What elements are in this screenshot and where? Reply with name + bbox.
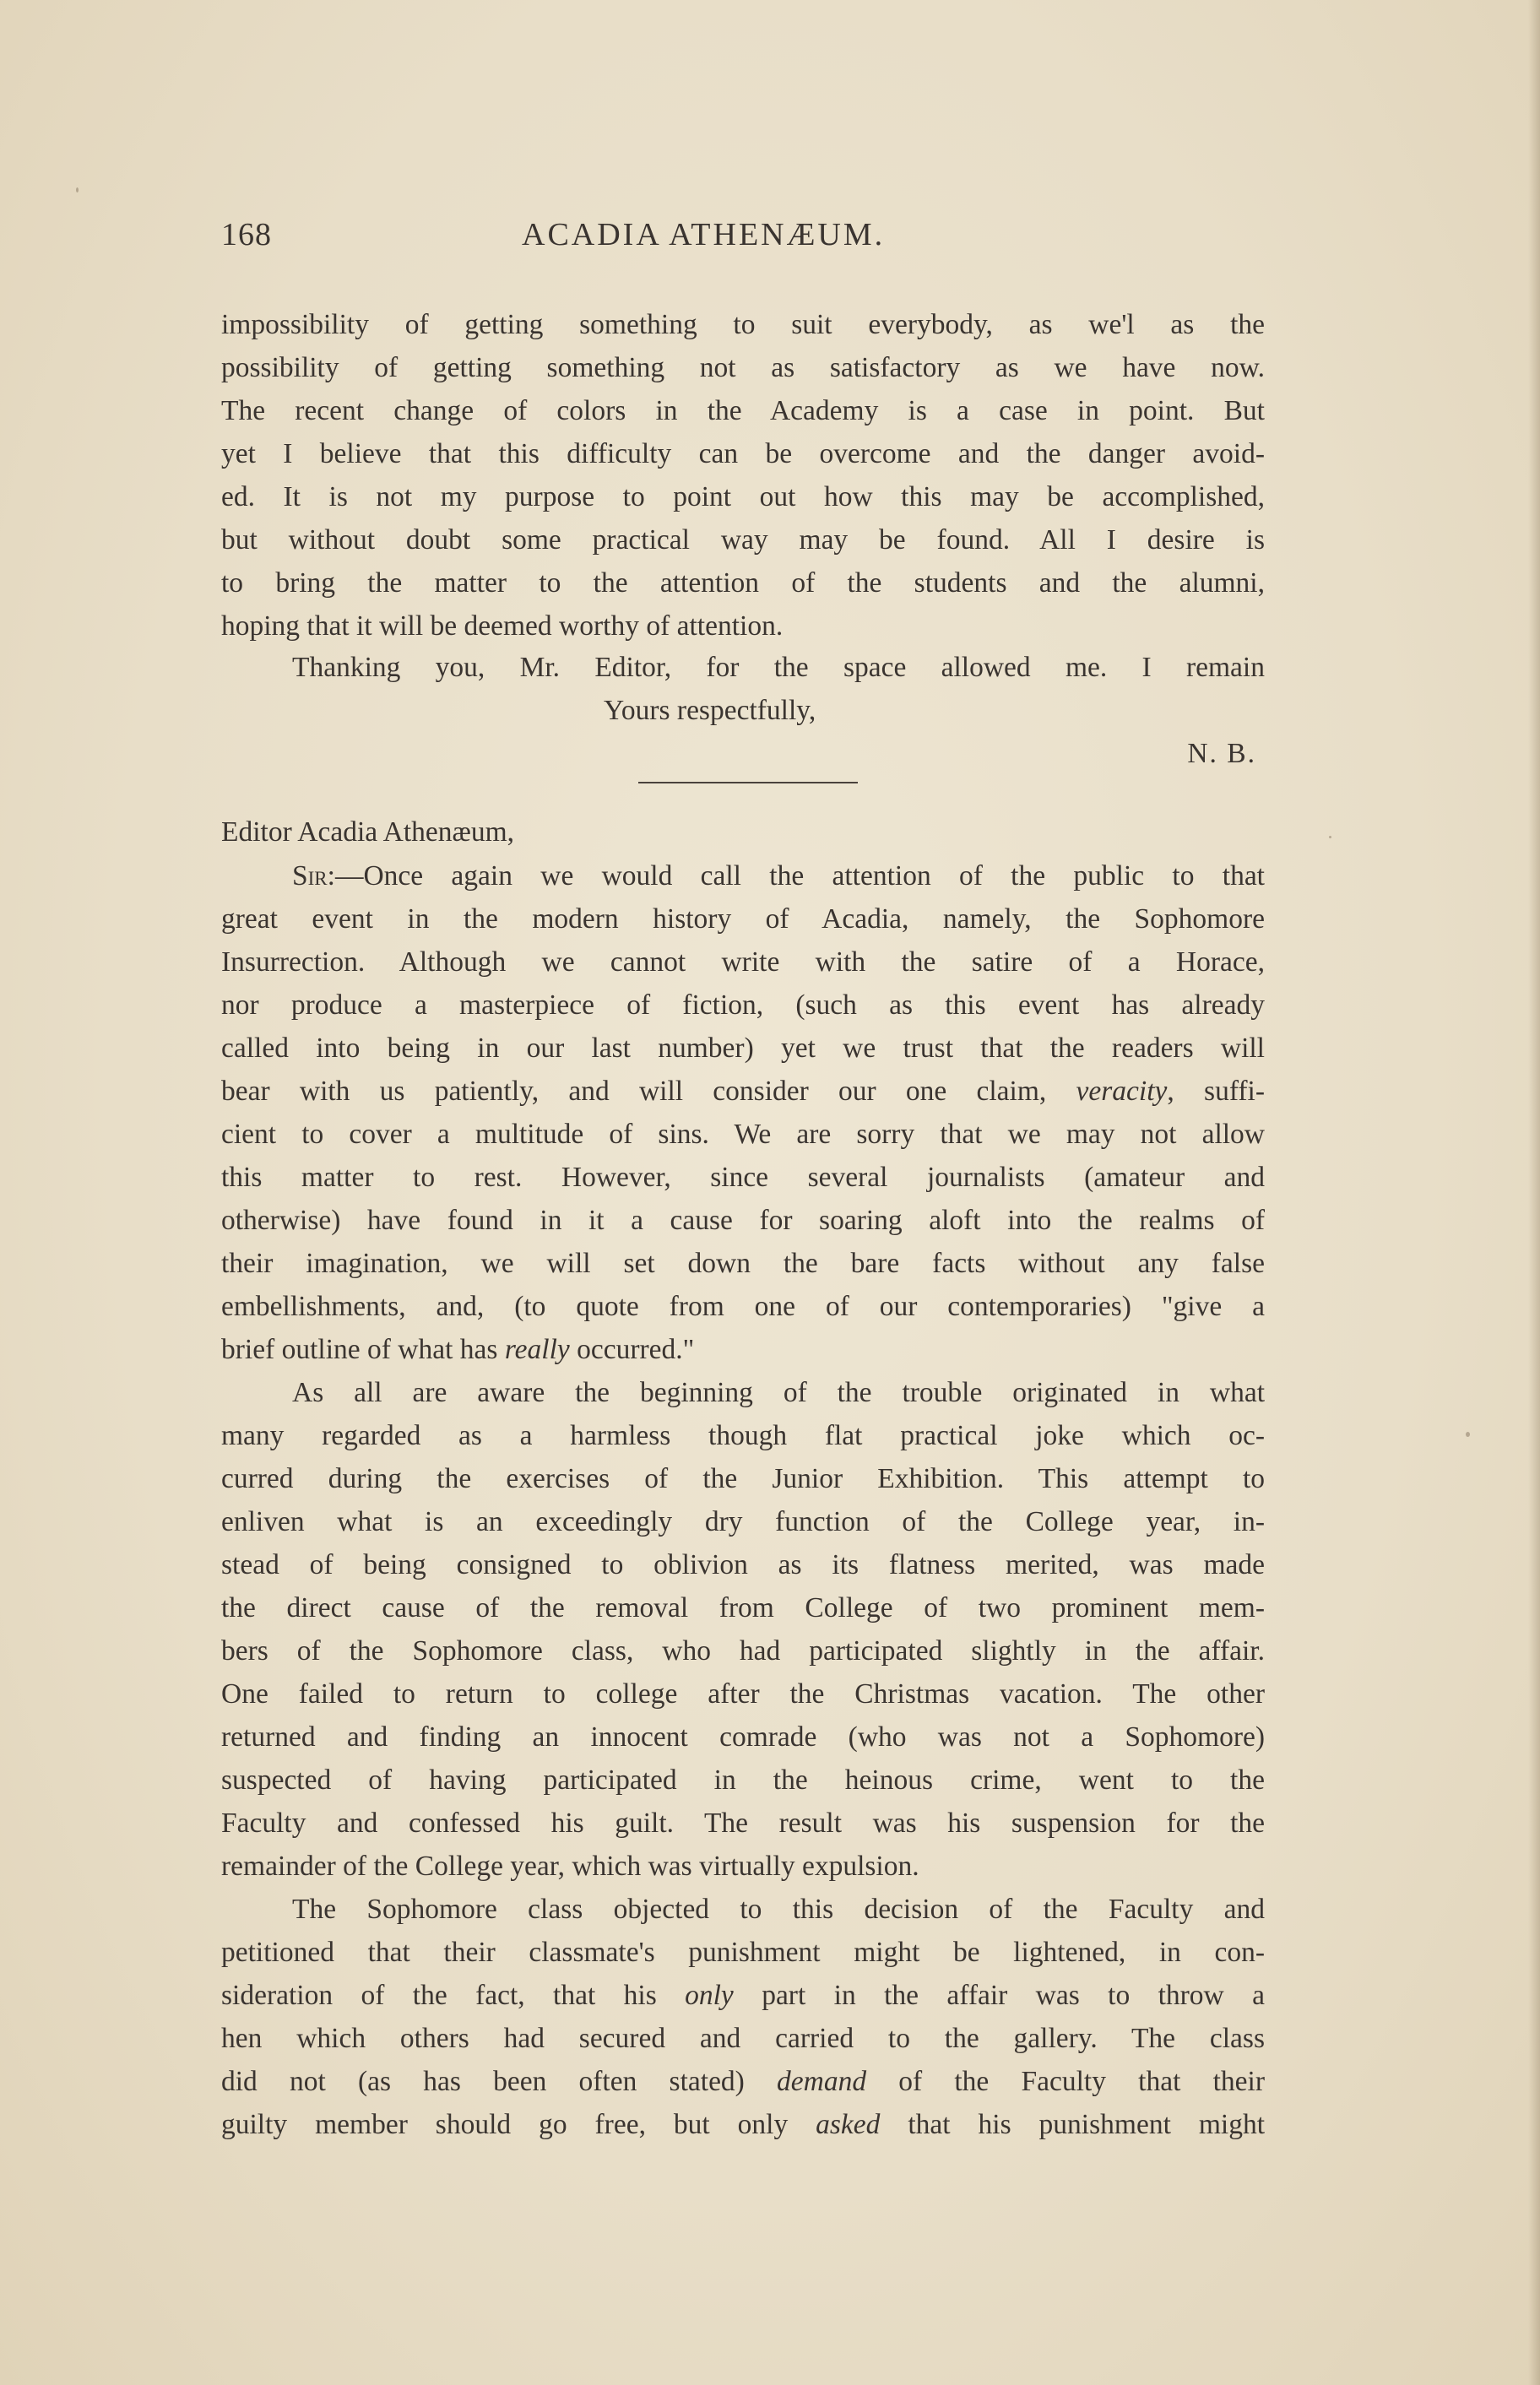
text-line: to bring the matter to the attention of the students and the alumni,	[221, 567, 1265, 599]
italic-word: demand	[777, 2066, 867, 2097]
text-line: the direct cause of the removal from College of two prominent mem-	[221, 1592, 1265, 1623]
text-line: returned and finding an innocent comrade (who was not a Sophomore)	[221, 1721, 1265, 1753]
text-line: sideration of the fact, that his only part in the affair was to throw a	[221, 1980, 1266, 2011]
text-line: hen which others had secured and carried to the gallery. The class	[221, 2023, 1265, 2054]
text-line: Faculty and confessed his guilt. The result was his suspension for the	[221, 1808, 1265, 1839]
text-line: guilty member should go free, but only asked that his punishment might	[221, 2109, 1265, 2140]
text-line: embellishments, and, (to quote from one of our contemporaries) "give a	[221, 1291, 1265, 1322]
closing-line: Yours respectfully,	[604, 695, 816, 726]
paper-speck	[1466, 1432, 1470, 1437]
text-line: but without doubt some practical way may be found. All I desire is	[221, 524, 1265, 556]
text-line: curred during the exercises of the Junior Exhibition. This attempt to	[221, 1463, 1265, 1494]
text-line: suspected of having participated in the heinous crime, went to the	[221, 1764, 1265, 1796]
text-line: many regarded as a harmless though flat practical joke which oc-	[221, 1420, 1265, 1451]
text-line: did not (as has been often stated) demand of the Faculty that their	[221, 2066, 1265, 2097]
text-line: bear with us patiently, and will consider our one claim, veracity, suffi-	[221, 1076, 1265, 1107]
text-line: stead of being consigned to oblivion as its flatness merited, was made	[221, 1549, 1265, 1580]
thanks-line: Thanking you, Mr. Editor, for the space allowed me. I remain	[292, 652, 1265, 683]
text-line: otherwise) have found in it a cause for soaring aloft into the realms of	[221, 1205, 1265, 1236]
sir-label: Sir	[292, 860, 328, 892]
text-line: One failed to return to college after the Christmas vacation. The other	[221, 1678, 1265, 1710]
signature: N. B.	[1187, 738, 1256, 769]
text-line: brief outline of what has really occurred."	[221, 1334, 695, 1365]
text-line: hoping that it will be deemed worthy of attention.	[221, 610, 784, 642]
text-line: Sir:—Once again we would call the attention of the public to that	[292, 860, 1265, 892]
section-divider	[638, 782, 858, 783]
paper-speck	[76, 187, 79, 192]
letter-two-body	[221, 854, 1265, 2146]
italic-word: veracity	[1076, 1076, 1168, 1107]
text-line: impossibility of getting something to suit everybody, as we'l as the	[221, 309, 1265, 340]
text-line: possibility of getting something not as satisfactory as we have now.	[221, 352, 1265, 383]
text-line: Insurrection. Although we cannot write with the satire of a Horace,	[221, 946, 1265, 978]
text-line: remainder of the College year, which was virtually expulsion.	[221, 1851, 919, 1882]
page-header	[221, 216, 1265, 258]
text-line: yet I believe that this difficulty can be overcome and the danger avoid-	[221, 438, 1265, 469]
text-line: cient to cover a multitude of sins. We are sorry that we may not allow	[221, 1119, 1265, 1150]
page-number: 168	[221, 217, 272, 252]
letter-one-thanks	[221, 646, 1265, 689]
italic-word: really	[504, 1334, 570, 1365]
paper-speck	[1329, 836, 1331, 838]
text-line: The Sophomore class objected to this decision of the Faculty and	[292, 1894, 1265, 1925]
text-line: great event in the modern history of Acadia, namely, the Sophomore	[221, 903, 1265, 935]
text-line: bers of the Sophomore class, who had participated slightly in the affair.	[221, 1635, 1265, 1667]
text-line: The recent change of colors in the Academy is a case in point. But	[221, 395, 1265, 426]
letter-one-body	[221, 303, 1265, 648]
text-line: their imagination, we will set down the bare facts without any false	[221, 1248, 1265, 1279]
letter-one-signoff	[221, 689, 1265, 775]
text-line: petitioned that their classmate's punishment might be lightened, in con-	[221, 1937, 1265, 1968]
text-line: called into being in our last number) yet we trust that the readers will	[221, 1033, 1265, 1064]
text-line: ed. It is not my purpose to point out how this may be accomplished,	[221, 481, 1265, 512]
italic-word: only	[685, 1980, 734, 2011]
running-title: ACADIA ATHENÆUM.	[522, 217, 886, 252]
page-edge-shadow	[1528, 0, 1540, 2385]
text-line: As all are aware the beginning of the trouble originated in what	[292, 1377, 1265, 1408]
italic-word: asked	[816, 2109, 881, 2140]
text-line: nor produce a masterpiece of fiction, (such as this event has already	[221, 989, 1265, 1021]
text-line: this matter to rest. However, since several journalists (amateur and	[221, 1162, 1265, 1193]
salutation: Editor Acadia Athenæum,	[221, 816, 515, 848]
text-line: enliven what is an exceedingly dry function of the College year, in-	[221, 1506, 1265, 1537]
